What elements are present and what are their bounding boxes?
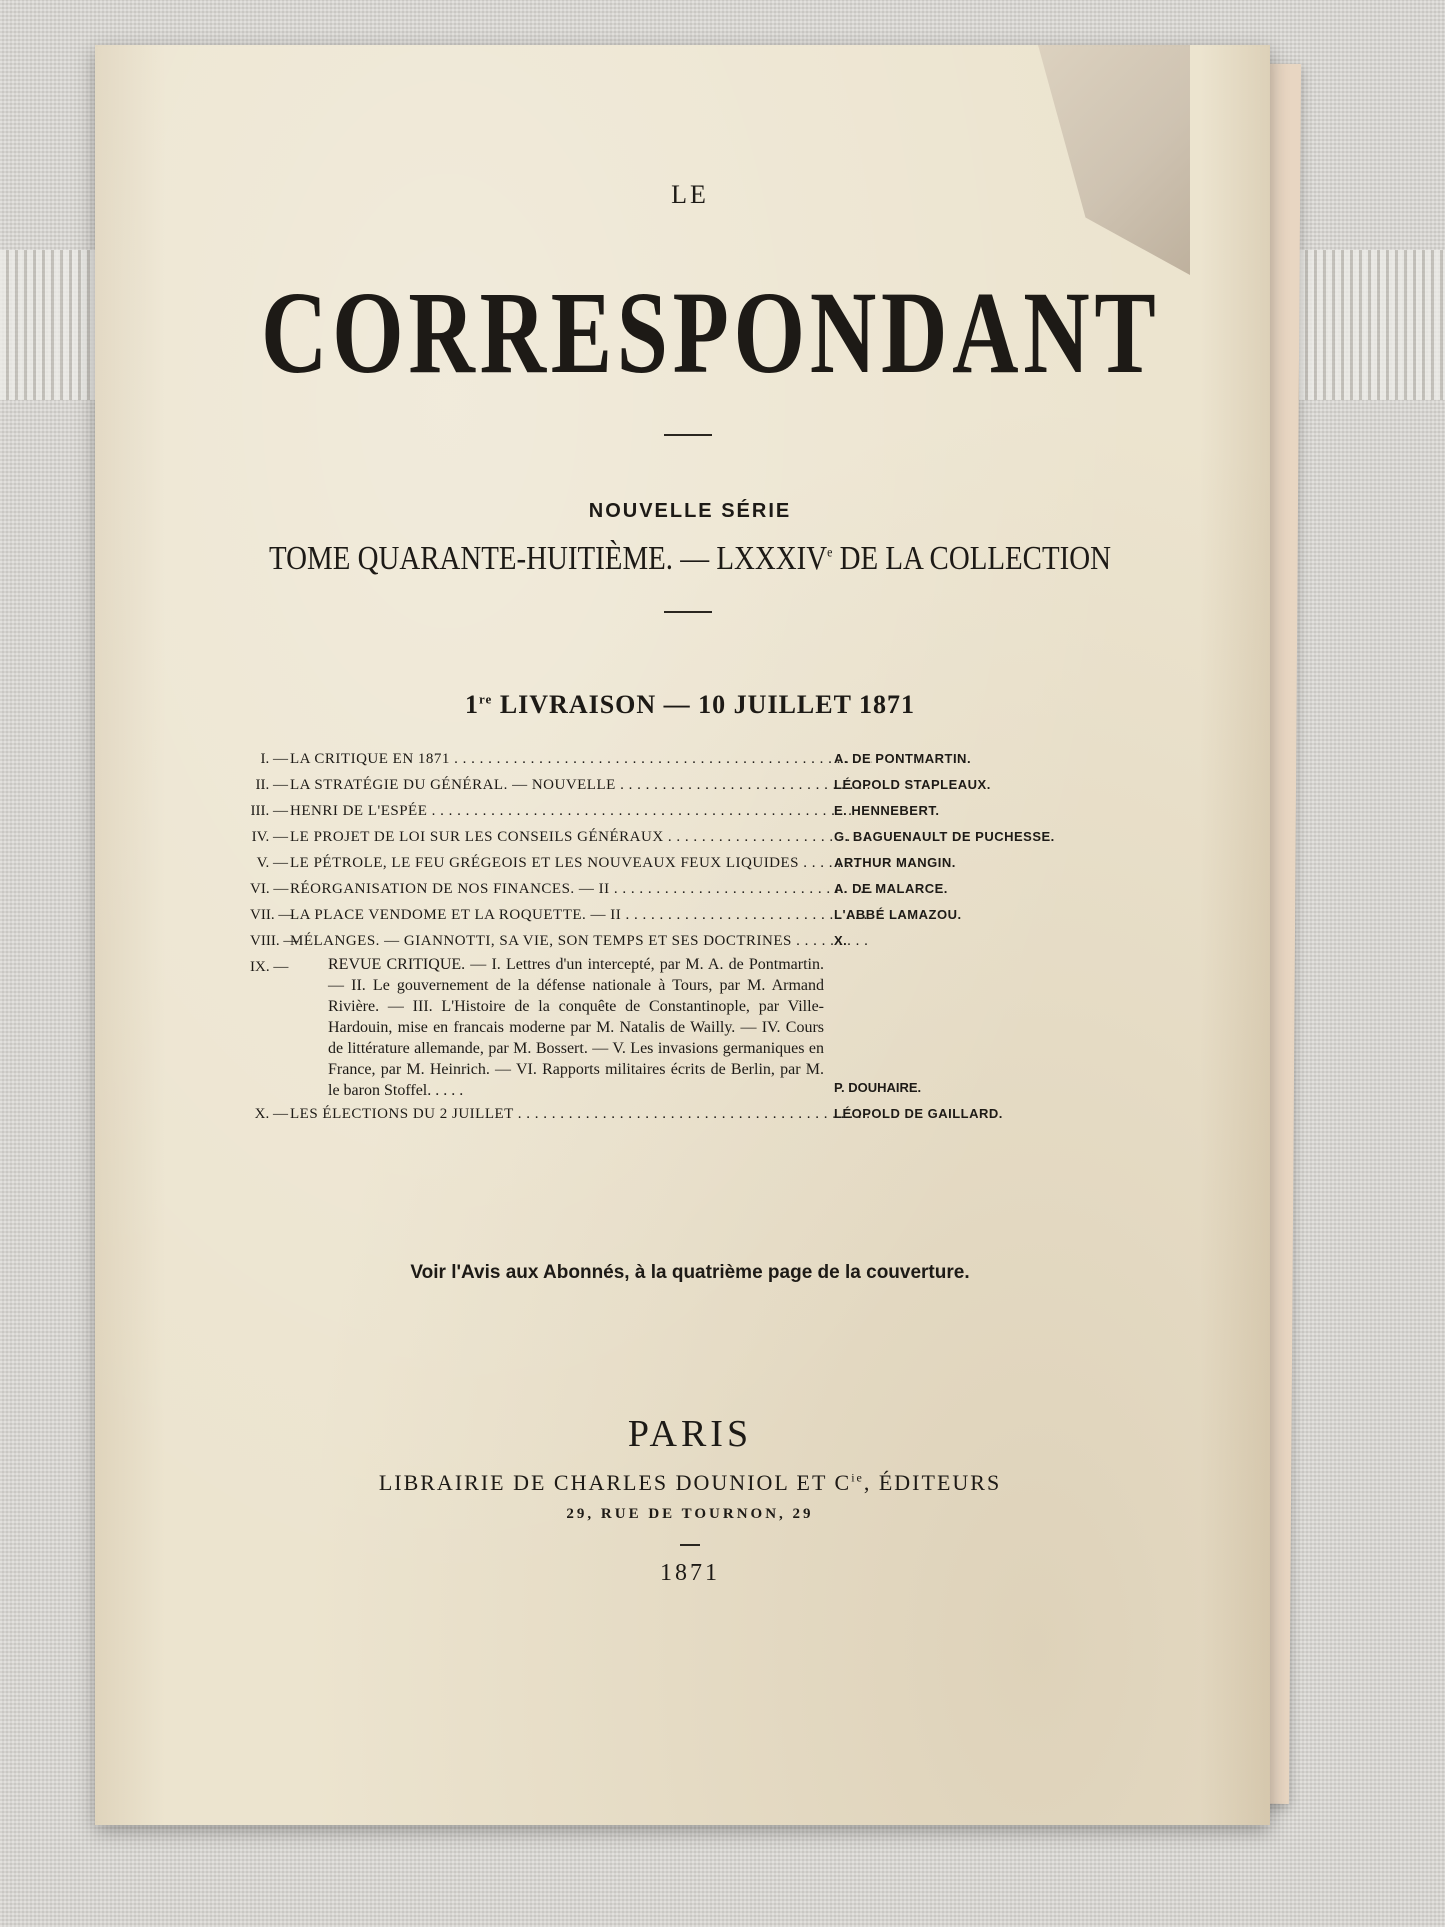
publisher-line: LIBRAIRIE DE CHARLES DOUNIOL ET $C^{ie}$, ÉDITEURS	[378, 1470, 1002, 1495]
toc-item: IV. — LE PROJET DE LOI SUR LES CONSEILS GÉNÉRAUX . . . G. BAGUENAULT DE PUCHESSE.	[250, 824, 1090, 850]
livraison-line: 1re LIVRAISON — 10 JUILLET 1871	[465, 690, 915, 719]
toc-item: I. — LA CRITIQUE EN 1871 . . . A. DE PONTMARTIN.	[250, 746, 1090, 772]
toc-item: III. — HENRI DE L'ESPÉE . . . E. HENNEBERT.	[250, 798, 1090, 824]
toc-item: X. — LES ÉLECTIONS DU 2 JUILLET . . . LÉOPOLD DE GAILLARD.	[250, 1101, 1090, 1127]
journal-title: CORRESPONDANT	[261, 267, 1161, 398]
toc-item: VII. — LA PLACE VENDOME ET LA ROQUETTE. — II . . . L'ABBÉ LAMAZOU.	[250, 902, 1090, 928]
toc-item: VIII. — MÉLANGES. — GIANNOTTI, SA VIE, SON TEMPS ET SES DOCTRINES . . . X.	[250, 928, 1090, 954]
toc-item: V. — LE PÉTROLE, LE FEU GRÉGEOIS ET LES NOUVEAUX FEUX LIQUIDES . . . ARTHUR MANGIN.	[250, 850, 1090, 876]
toc-item: II. — LA STRATÉGIE DU GÉNÉRAL. — NOUVELLE . . . LÉOPOLD STAPLEAUX.	[250, 772, 1090, 798]
divider-rule	[664, 434, 712, 436]
table-of-contents	[250, 746, 1090, 1127]
imprint-city: PARIS	[627, 1413, 753, 1455]
toc-item-review: IX. — REVUE CRITIQUE. — I. Lettres d'un intercepté, par M. A. de Pontmartin. — II. Le gouvernement de la défense nationale à Tours, par M. Armand Rivière. — III. L'Histoire de la conquête de Constantinople, par Ville-Hardouin, mise en francais moderne par M. Natalis de Wailly. — IV. Cours de littérature allemande, par M. Bossert. — V. Les invasions germaniques en France, par M. Heinrich. — VI. Rapports militaires écrits de Berlin, par M. le baron Stoffel. . . . . P. DOUHAIRE.	[250, 956, 922, 1099]
toc-item: VI. — RÉORGANISATION DE NOS FINANCES. — II . . . A. DE MALARCE.	[250, 876, 1090, 902]
divider-rule	[664, 611, 712, 613]
publication-year: 1871	[660, 1560, 720, 1586]
review-text: REVUE CRITIQUE. — I. Lettres d'un intercepté, par M. A. de Pontmartin. — II. Le gouvernement de la défense nationale à Tours, par M. Armand Rivière. — III. L'Histoire de la conquête de Constantinople, par Ville-Hardouin, mise en francais moderne par M. Natalis de Wailly. — IV. Cours de littérature allemande, par M. Bossert. — V. Les invasions germaniques en France, par M. Heinrich. — VI. Rapports militaires écrits de Berlin, par M. le baron Stoffel. . . . .	[328, 956, 824, 1099]
series-label: NOUVELLE SÉRIE	[588, 500, 792, 522]
title-article: LE	[671, 180, 709, 209]
subscriber-notice: Voir l'Avis aux Abonnés, à la quatrième page de la couverture.	[410, 1262, 970, 1283]
tome-line: TOME QUARANTE-HUITIÈME. — LXXXIVe DE LA COLLECTION	[269, 540, 1111, 577]
divider-rule	[680, 1544, 700, 1546]
publisher-address: 29, RUE DE TOURNON, 29	[566, 1506, 814, 1522]
